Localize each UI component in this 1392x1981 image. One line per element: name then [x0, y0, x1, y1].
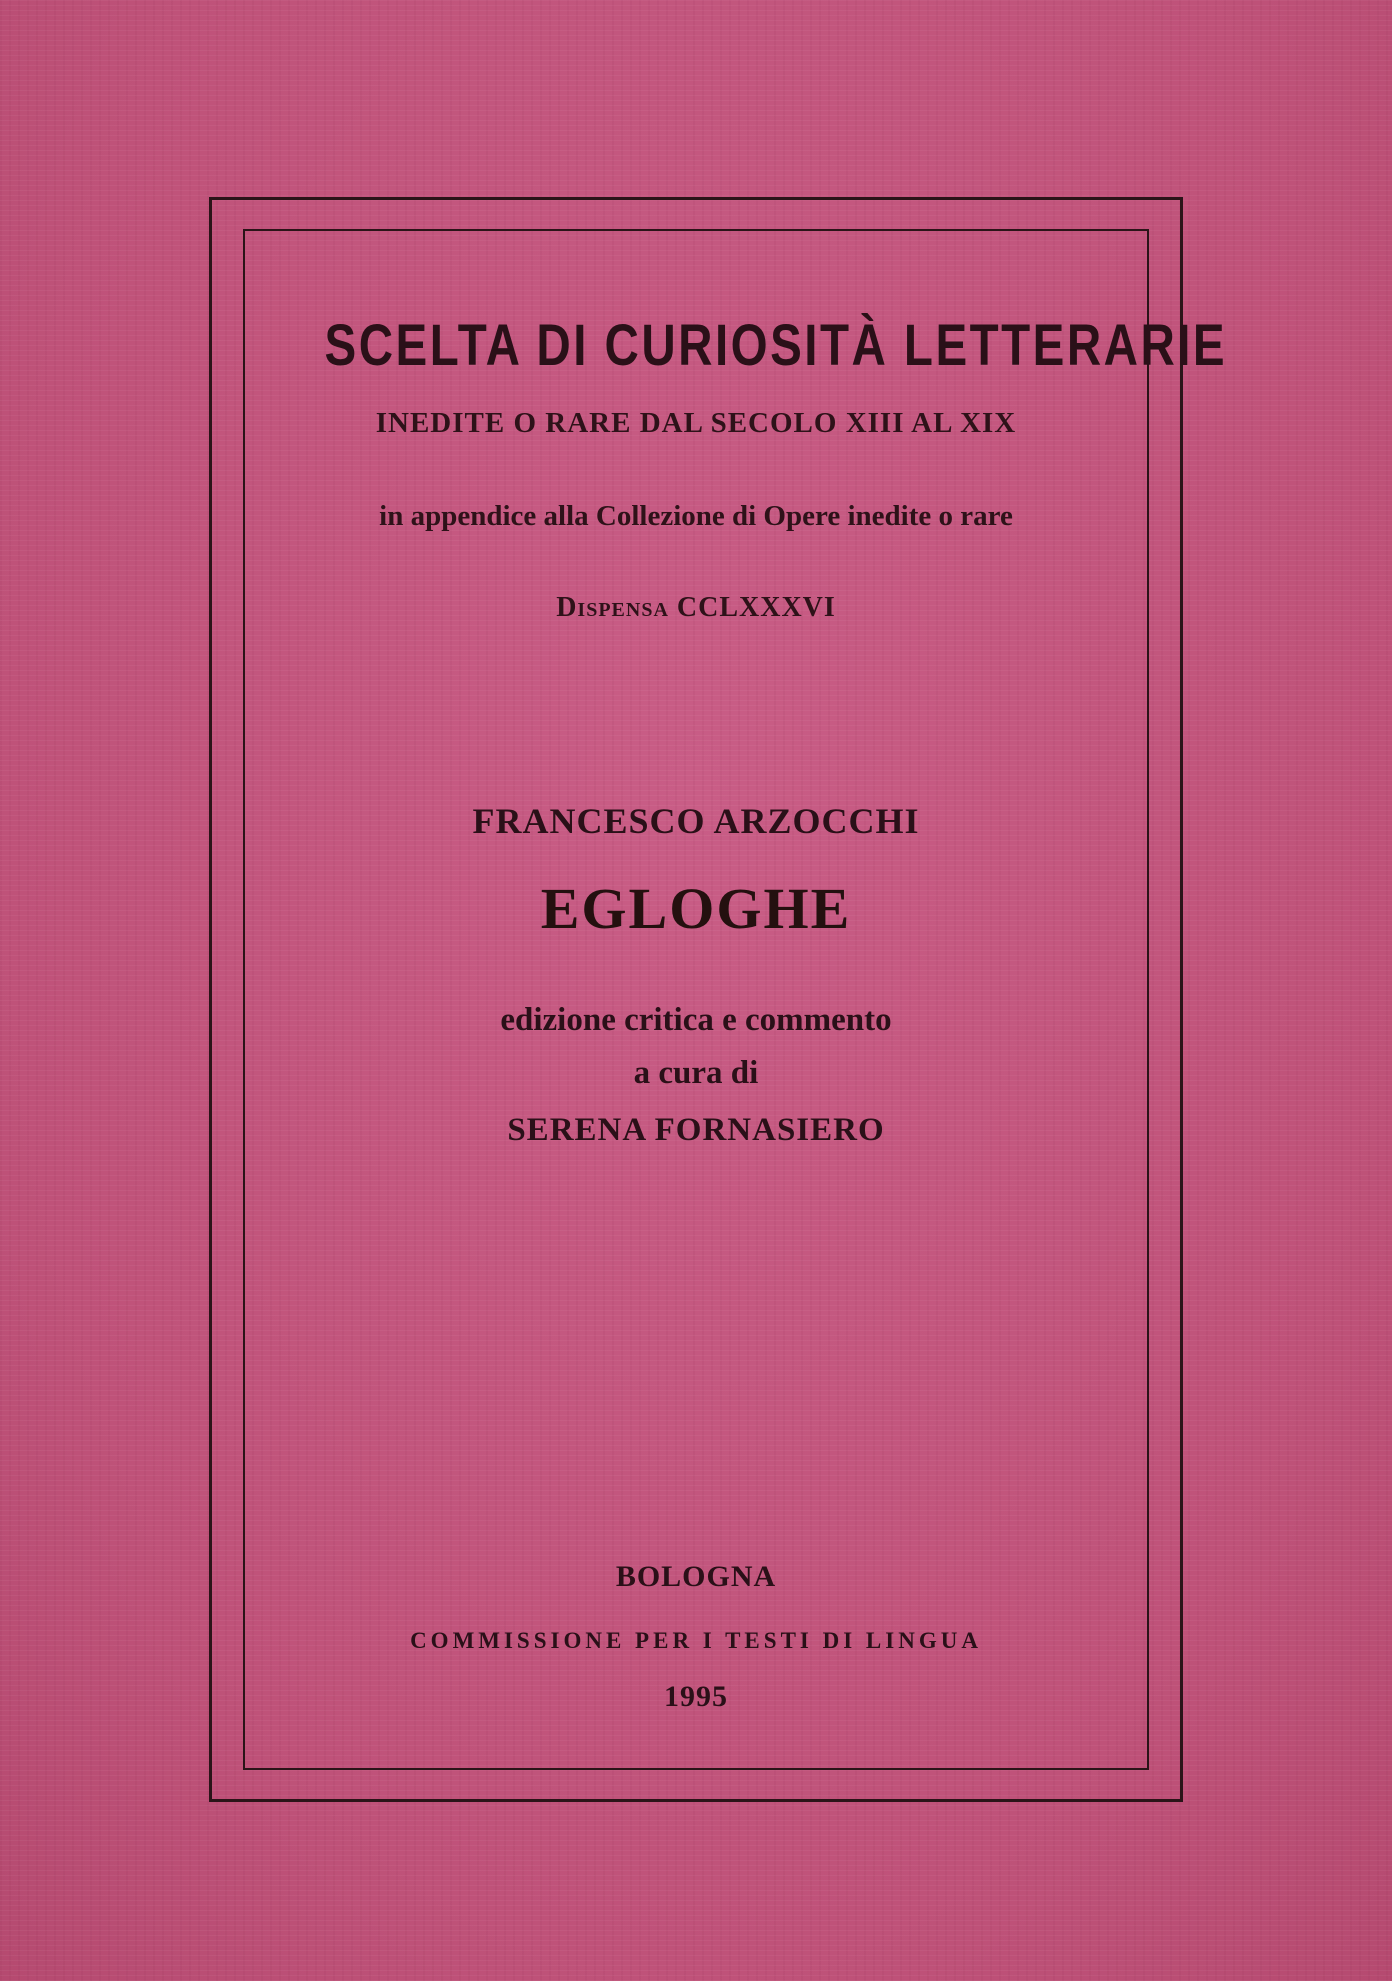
author-name: FRANCESCO ARZOCCHI [472, 801, 920, 841]
publication-city: BOLOGNA [615, 1560, 777, 1593]
dispensa-number: Dispensa CCLXXXVI [556, 592, 836, 623]
curated-by-label: a cura di [633, 1055, 759, 1091]
inner-border-frame [243, 229, 1228, 1770]
series-subtitle: INEDITE O RARE DAL SECOLO XIII AL XIX [375, 407, 1017, 439]
edition-note: edizione critica e commento [500, 1002, 892, 1038]
publisher-name: COMMISSIONE PER I TESTI DI LINGUA [410, 1628, 982, 1653]
appendix-note: in appendice alla Collezione di Opere inedite o rare [379, 500, 1013, 532]
work-title: EGLOGHE [540, 876, 852, 941]
publication-year: 1995 [664, 1680, 728, 1713]
editor-name: SERENA FORNASIERO [507, 1112, 885, 1148]
series-title: SCELTA DI CURIOSITÀ LETTERARIE [324, 313, 1228, 378]
